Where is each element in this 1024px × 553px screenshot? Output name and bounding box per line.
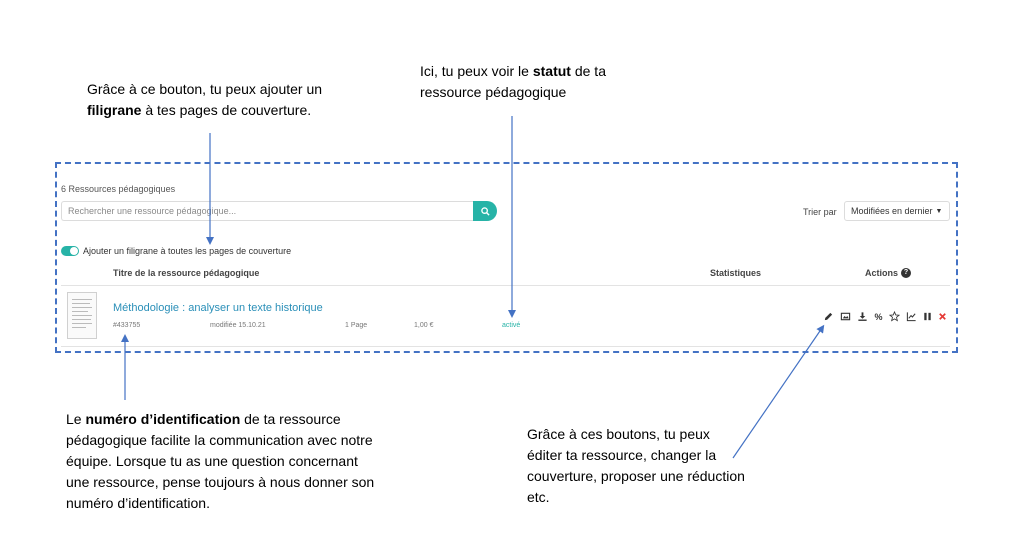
resource-modified: modifiée 15.10.21	[210, 322, 266, 329]
annotation-watermark: Grâce à ce bouton, tu peux ajouter un filigrane à tes pages de couverture.	[87, 81, 323, 118]
resource-status: activé	[502, 322, 521, 329]
sort-label: Trier par	[803, 207, 837, 217]
column-header-stats: Statistiques	[710, 268, 762, 278]
column-header-actions-label: Actions	[865, 268, 899, 278]
resource-title-link[interactable]: Méthodologie : analyser un texte historique	[113, 302, 323, 314]
annotation-status: Ici, tu peux voir le statut de ta ressource pédagogique	[420, 63, 606, 100]
annotation-id: Le numéro d’identification de ta ressource pédagogique facilite la communication avec notre équipe. Lorsque tu as une question concernant une ressource, pense toujours à nous donner son numéro d’identification.	[66, 411, 375, 511]
resource-id: #433755	[113, 322, 141, 329]
column-header-title: Titre de la ressource pédagogique	[113, 268, 260, 278]
arrow-actions	[733, 328, 822, 458]
watermark-toggle-label: Ajouter un filigrane à toutes les pages de couverture	[83, 246, 292, 256]
resource-count: 6 Ressources pédagogiques	[61, 184, 176, 194]
annotation-actions: Grâce à ces boutons, tu peux éditer ta ressource, changer la couverture, proposer une réduction etc.	[527, 426, 745, 505]
percent-icon: %	[874, 311, 883, 322]
caret-down-icon: ▼	[935, 207, 943, 215]
sort-selected-value: Modifiées en dernier	[851, 206, 933, 216]
resource-pages: 1 Page	[345, 322, 368, 329]
resource-price: 1,00 €	[414, 322, 434, 329]
help-icon[interactable]: ?	[901, 268, 911, 278]
